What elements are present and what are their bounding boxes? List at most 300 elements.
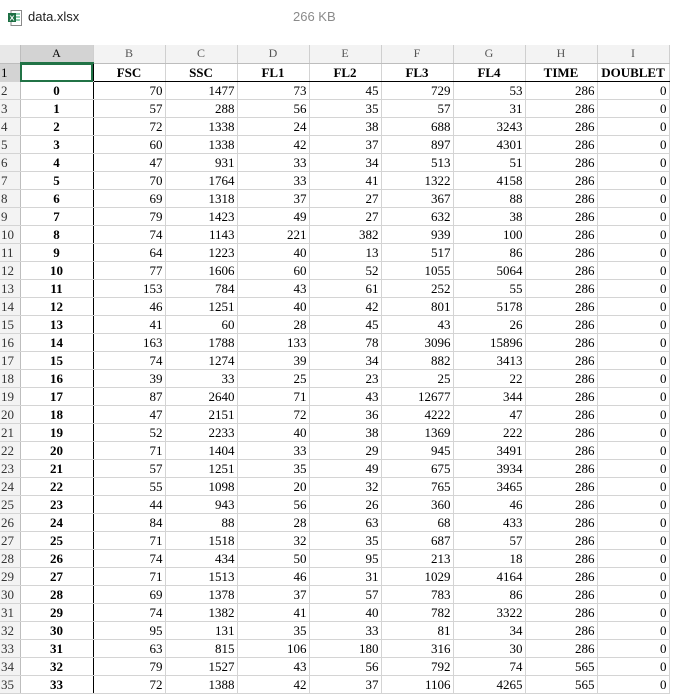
data-cell[interactable]: 0 [597, 658, 669, 676]
data-cell[interactable]: 1404 [165, 442, 237, 460]
data-cell[interactable]: 53 [453, 82, 525, 100]
data-cell[interactable]: 40 [237, 244, 309, 262]
index-cell[interactable]: 20 [20, 442, 93, 460]
data-cell[interactable]: 1322 [381, 172, 453, 190]
data-cell[interactable]: 434 [165, 550, 237, 568]
data-cell[interactable]: 0 [597, 514, 669, 532]
data-cell[interactable]: 0 [597, 622, 669, 640]
data-cell[interactable]: 56 [237, 100, 309, 118]
data-cell[interactable]: 433 [453, 514, 525, 532]
data-cell[interactable]: 286 [525, 118, 597, 136]
data-cell[interactable]: 87 [93, 388, 165, 406]
data-cell[interactable]: 74 [453, 658, 525, 676]
data-cell[interactable]: 40 [309, 604, 381, 622]
data-cell[interactable]: 41 [237, 604, 309, 622]
data-cell[interactable]: 632 [381, 208, 453, 226]
index-cell[interactable]: 10 [20, 262, 93, 280]
row-header[interactable]: 29 [0, 568, 20, 586]
data-cell[interactable]: 1378 [165, 586, 237, 604]
data-cell[interactable]: 3465 [453, 478, 525, 496]
row-header[interactable]: 20 [0, 406, 20, 424]
data-cell[interactable]: 1527 [165, 658, 237, 676]
data-cell[interactable]: 3243 [453, 118, 525, 136]
data-cell[interactable]: 0 [597, 244, 669, 262]
data-cell[interactable]: 35 [237, 622, 309, 640]
header-cell[interactable]: FL1 [237, 63, 309, 82]
data-cell[interactable]: 286 [525, 208, 597, 226]
row-header[interactable]: 24 [0, 478, 20, 496]
data-cell[interactable]: 50 [237, 550, 309, 568]
data-cell[interactable]: 95 [93, 622, 165, 640]
index-cell[interactable]: 23 [20, 496, 93, 514]
data-cell[interactable]: 42 [309, 298, 381, 316]
data-cell[interactable]: 68 [381, 514, 453, 532]
data-cell[interactable]: 25 [381, 370, 453, 388]
header-cell[interactable]: FL4 [453, 63, 525, 82]
index-cell[interactable]: 11 [20, 280, 93, 298]
data-cell[interactable]: 40 [237, 298, 309, 316]
data-cell[interactable]: 51 [453, 154, 525, 172]
index-cell[interactable]: 26 [20, 550, 93, 568]
data-cell[interactable]: 71 [93, 532, 165, 550]
data-cell[interactable]: 100 [453, 226, 525, 244]
data-cell[interactable]: 61 [309, 280, 381, 298]
data-cell[interactable]: 565 [525, 658, 597, 676]
data-cell[interactable]: 27 [309, 190, 381, 208]
data-cell[interactable]: 49 [237, 208, 309, 226]
data-cell[interactable]: 2640 [165, 388, 237, 406]
column-header-b[interactable]: B [93, 45, 165, 63]
data-cell[interactable]: 22 [453, 370, 525, 388]
data-cell[interactable]: 5178 [453, 298, 525, 316]
data-cell[interactable]: 0 [597, 190, 669, 208]
data-cell[interactable]: 163 [93, 334, 165, 352]
data-cell[interactable]: 1143 [165, 226, 237, 244]
data-cell[interactable]: 0 [597, 352, 669, 370]
column-header-a[interactable]: A [20, 45, 93, 63]
index-cell[interactable]: 22 [20, 478, 93, 496]
data-cell[interactable]: 32 [309, 478, 381, 496]
index-cell[interactable]: 9 [20, 244, 93, 262]
data-cell[interactable]: 84 [93, 514, 165, 532]
data-cell[interactable]: 0 [597, 136, 669, 154]
index-cell[interactable]: 1 [20, 100, 93, 118]
data-cell[interactable]: 286 [525, 370, 597, 388]
data-cell[interactable]: 74 [93, 352, 165, 370]
data-cell[interactable]: 1106 [381, 676, 453, 694]
row-header[interactable]: 6 [0, 154, 20, 172]
data-cell[interactable]: 1338 [165, 136, 237, 154]
data-cell[interactable]: 221 [237, 226, 309, 244]
data-cell[interactable]: 73 [237, 82, 309, 100]
data-cell[interactable]: 24 [237, 118, 309, 136]
index-cell[interactable]: 25 [20, 532, 93, 550]
data-cell[interactable]: 1251 [165, 298, 237, 316]
index-cell[interactable]: 12 [20, 298, 93, 316]
row-header[interactable]: 2 [0, 82, 20, 100]
data-cell[interactable]: 34 [309, 154, 381, 172]
row-header[interactable]: 16 [0, 334, 20, 352]
row-header[interactable]: 28 [0, 550, 20, 568]
data-cell[interactable]: 286 [525, 460, 597, 478]
data-cell[interactable]: 286 [525, 388, 597, 406]
row-header[interactable]: 35 [0, 676, 20, 694]
data-cell[interactable]: 36 [309, 406, 381, 424]
row-header[interactable]: 17 [0, 352, 20, 370]
data-cell[interactable]: 4301 [453, 136, 525, 154]
row-header[interactable]: 30 [0, 586, 20, 604]
data-cell[interactable]: 882 [381, 352, 453, 370]
data-cell[interactable]: 4158 [453, 172, 525, 190]
data-cell[interactable]: 2233 [165, 424, 237, 442]
data-cell[interactable]: 0 [597, 496, 669, 514]
data-cell[interactable]: 0 [597, 676, 669, 694]
index-cell[interactable]: 14 [20, 334, 93, 352]
data-cell[interactable]: 34 [309, 352, 381, 370]
data-cell[interactable]: 133 [237, 334, 309, 352]
data-cell[interactable]: 63 [309, 514, 381, 532]
data-cell[interactable]: 0 [597, 586, 669, 604]
data-cell[interactable]: 0 [597, 568, 669, 586]
data-cell[interactable]: 131 [165, 622, 237, 640]
data-cell[interactable]: 28 [237, 316, 309, 334]
spreadsheet-grid[interactable] [0, 45, 670, 694]
data-cell[interactable]: 40 [237, 424, 309, 442]
column-header-d[interactable]: D [237, 45, 309, 63]
data-cell[interactable]: 765 [381, 478, 453, 496]
column-header-e[interactable]: E [309, 45, 381, 63]
data-cell[interactable]: 286 [525, 154, 597, 172]
data-cell[interactable]: 79 [93, 208, 165, 226]
data-cell[interactable]: 0 [597, 442, 669, 460]
data-cell[interactable]: 95 [309, 550, 381, 568]
data-cell[interactable]: 0 [597, 208, 669, 226]
data-cell[interactable]: 81 [381, 622, 453, 640]
data-cell[interactable]: 1788 [165, 334, 237, 352]
data-cell[interactable]: 286 [525, 262, 597, 280]
data-cell[interactable]: 42 [237, 136, 309, 154]
data-cell[interactable]: 286 [525, 424, 597, 442]
data-cell[interactable]: 0 [597, 460, 669, 478]
data-cell[interactable]: 286 [525, 172, 597, 190]
data-cell[interactable]: 32 [237, 532, 309, 550]
data-cell[interactable]: 30 [453, 640, 525, 658]
row-header[interactable]: 1 [0, 63, 20, 82]
data-cell[interactable]: 0 [597, 424, 669, 442]
data-cell[interactable]: 70 [93, 82, 165, 100]
file-name[interactable]: data.xlsx [28, 9, 80, 24]
data-cell[interactable]: 31 [453, 100, 525, 118]
data-cell[interactable]: 46 [453, 496, 525, 514]
data-cell[interactable]: 1606 [165, 262, 237, 280]
data-cell[interactable]: 0 [597, 406, 669, 424]
data-cell[interactable]: 47 [453, 406, 525, 424]
data-cell[interactable]: 56 [309, 658, 381, 676]
index-cell[interactable]: 2 [20, 118, 93, 136]
data-cell[interactable]: 71 [93, 442, 165, 460]
index-cell[interactable]: 6 [20, 190, 93, 208]
data-cell[interactable]: 0 [597, 370, 669, 388]
data-cell[interactable]: 316 [381, 640, 453, 658]
row-header[interactable]: 9 [0, 208, 20, 226]
data-cell[interactable]: 0 [597, 604, 669, 622]
data-cell[interactable]: 286 [525, 100, 597, 118]
row-header[interactable]: 23 [0, 460, 20, 478]
row-header[interactable]: 11 [0, 244, 20, 262]
data-cell[interactable]: 5064 [453, 262, 525, 280]
index-cell[interactable]: 8 [20, 226, 93, 244]
row-header[interactable]: 3 [0, 100, 20, 118]
row-header[interactable]: 18 [0, 370, 20, 388]
data-cell[interactable]: 687 [381, 532, 453, 550]
data-cell[interactable]: 286 [525, 568, 597, 586]
column-header-h[interactable]: H [525, 45, 597, 63]
data-cell[interactable]: 33 [237, 172, 309, 190]
data-cell[interactable]: 153 [93, 280, 165, 298]
data-cell[interactable]: 18 [453, 550, 525, 568]
data-cell[interactable]: 29 [309, 442, 381, 460]
header-cell[interactable]: DOUBLET [597, 63, 669, 82]
index-cell[interactable]: 5 [20, 172, 93, 190]
data-cell[interactable]: 0 [597, 388, 669, 406]
data-cell[interactable]: 286 [525, 298, 597, 316]
row-header[interactable]: 34 [0, 658, 20, 676]
index-cell[interactable]: 18 [20, 406, 93, 424]
data-cell[interactable]: 13 [309, 244, 381, 262]
data-cell[interactable]: 286 [525, 190, 597, 208]
data-cell[interactable]: 42 [237, 676, 309, 694]
data-cell[interactable]: 33 [237, 154, 309, 172]
index-cell[interactable]: 13 [20, 316, 93, 334]
data-cell[interactable]: 37 [309, 676, 381, 694]
data-cell[interactable]: 0 [597, 280, 669, 298]
data-cell[interactable]: 1423 [165, 208, 237, 226]
data-cell[interactable]: 74 [93, 550, 165, 568]
data-cell[interactable]: 815 [165, 640, 237, 658]
index-cell[interactable]: 16 [20, 370, 93, 388]
data-cell[interactable]: 60 [93, 136, 165, 154]
index-cell[interactable]: 29 [20, 604, 93, 622]
data-cell[interactable]: 69 [93, 190, 165, 208]
data-cell[interactable]: 23 [309, 370, 381, 388]
index-cell[interactable]: 0 [20, 82, 93, 100]
select-all-corner[interactable] [0, 45, 20, 63]
data-cell[interactable]: 52 [93, 424, 165, 442]
data-cell[interactable]: 70 [93, 172, 165, 190]
data-cell[interactable]: 286 [525, 244, 597, 262]
index-cell[interactable]: 27 [20, 568, 93, 586]
data-cell[interactable]: 286 [525, 226, 597, 244]
data-cell[interactable]: 37 [309, 136, 381, 154]
row-header[interactable]: 15 [0, 316, 20, 334]
data-cell[interactable]: 37 [237, 190, 309, 208]
data-cell[interactable]: 286 [525, 442, 597, 460]
data-cell[interactable]: 20 [237, 478, 309, 496]
column-header-f[interactable]: F [381, 45, 453, 63]
data-cell[interactable]: 0 [597, 298, 669, 316]
data-cell[interactable]: 286 [525, 532, 597, 550]
data-cell[interactable]: 3934 [453, 460, 525, 478]
data-cell[interactable]: 782 [381, 604, 453, 622]
data-cell[interactable]: 4164 [453, 568, 525, 586]
data-cell[interactable]: 38 [453, 208, 525, 226]
index-cell[interactable]: 3 [20, 136, 93, 154]
data-cell[interactable]: 4265 [453, 676, 525, 694]
data-cell[interactable]: 37 [237, 586, 309, 604]
data-cell[interactable]: 69 [93, 586, 165, 604]
data-cell[interactable]: 729 [381, 82, 453, 100]
data-cell[interactable]: 3413 [453, 352, 525, 370]
data-cell[interactable]: 72 [237, 406, 309, 424]
data-cell[interactable]: 382 [309, 226, 381, 244]
data-cell[interactable]: 49 [309, 460, 381, 478]
data-cell[interactable]: 52 [309, 262, 381, 280]
data-cell[interactable]: 286 [525, 640, 597, 658]
data-cell[interactable]: 783 [381, 586, 453, 604]
data-cell[interactable]: 1055 [381, 262, 453, 280]
data-cell[interactable]: 39 [237, 352, 309, 370]
index-cell[interactable]: 33 [20, 676, 93, 694]
data-cell[interactable]: 41 [309, 172, 381, 190]
data-cell[interactable]: 252 [381, 280, 453, 298]
data-cell[interactable]: 0 [597, 550, 669, 568]
data-cell[interactable]: 1274 [165, 352, 237, 370]
data-cell[interactable]: 43 [309, 388, 381, 406]
row-header[interactable]: 8 [0, 190, 20, 208]
data-cell[interactable]: 344 [453, 388, 525, 406]
index-cell[interactable]: 28 [20, 586, 93, 604]
data-cell[interactable]: 4222 [381, 406, 453, 424]
data-cell[interactable]: 1338 [165, 118, 237, 136]
data-cell[interactable]: 106 [237, 640, 309, 658]
data-cell[interactable]: 1318 [165, 190, 237, 208]
data-cell[interactable]: 86 [453, 244, 525, 262]
data-cell[interactable]: 1251 [165, 460, 237, 478]
data-cell[interactable]: 57 [93, 100, 165, 118]
index-cell[interactable]: 32 [20, 658, 93, 676]
data-cell[interactable]: 0 [597, 478, 669, 496]
row-header[interactable]: 4 [0, 118, 20, 136]
row-header[interactable]: 33 [0, 640, 20, 658]
data-cell[interactable]: 931 [165, 154, 237, 172]
row-header[interactable]: 14 [0, 298, 20, 316]
row-header[interactable]: 22 [0, 442, 20, 460]
data-cell[interactable]: 513 [381, 154, 453, 172]
data-cell[interactable]: 286 [525, 622, 597, 640]
data-cell[interactable]: 1477 [165, 82, 237, 100]
data-cell[interactable]: 1382 [165, 604, 237, 622]
header-cell[interactable]: FL2 [309, 63, 381, 82]
data-cell[interactable]: 0 [597, 532, 669, 550]
data-cell[interactable]: 15896 [453, 334, 525, 352]
row-header[interactable]: 5 [0, 136, 20, 154]
data-cell[interactable]: 360 [381, 496, 453, 514]
data-cell[interactable]: 675 [381, 460, 453, 478]
data-cell[interactable]: 55 [453, 280, 525, 298]
data-cell[interactable]: 57 [453, 532, 525, 550]
data-cell[interactable]: 897 [381, 136, 453, 154]
data-cell[interactable]: 38 [309, 118, 381, 136]
data-cell[interactable]: 33 [309, 622, 381, 640]
data-cell[interactable]: 1764 [165, 172, 237, 190]
data-cell[interactable]: 0 [597, 154, 669, 172]
data-cell[interactable]: 180 [309, 640, 381, 658]
data-cell[interactable]: 55 [93, 478, 165, 496]
data-cell[interactable]: 286 [525, 478, 597, 496]
data-cell[interactable]: 286 [525, 136, 597, 154]
data-cell[interactable]: 57 [93, 460, 165, 478]
data-cell[interactable]: 77 [93, 262, 165, 280]
data-cell[interactable]: 43 [237, 280, 309, 298]
data-cell[interactable]: 286 [525, 406, 597, 424]
header-cell[interactable]: TIME [525, 63, 597, 82]
data-cell[interactable]: 286 [525, 352, 597, 370]
row-header[interactable]: 10 [0, 226, 20, 244]
data-cell[interactable]: 784 [165, 280, 237, 298]
data-cell[interactable]: 33 [237, 442, 309, 460]
data-cell[interactable]: 57 [381, 100, 453, 118]
data-cell[interactable]: 60 [165, 316, 237, 334]
data-cell[interactable]: 0 [597, 100, 669, 118]
data-cell[interactable]: 35 [309, 532, 381, 550]
data-cell[interactable]: 3096 [381, 334, 453, 352]
row-header[interactable]: 26 [0, 514, 20, 532]
row-header[interactable]: 7 [0, 172, 20, 190]
data-cell[interactable]: 213 [381, 550, 453, 568]
data-cell[interactable]: 41 [93, 316, 165, 334]
data-cell[interactable]: 35 [237, 460, 309, 478]
header-cell[interactable]: SSC [165, 63, 237, 82]
data-cell[interactable]: 801 [381, 298, 453, 316]
row-header[interactable]: 31 [0, 604, 20, 622]
data-cell[interactable]: 1223 [165, 244, 237, 262]
data-cell[interactable]: 286 [525, 550, 597, 568]
data-cell[interactable]: 47 [93, 154, 165, 172]
data-cell[interactable]: 0 [597, 82, 669, 100]
data-cell[interactable]: 26 [453, 316, 525, 334]
data-cell[interactable]: 27 [309, 208, 381, 226]
data-cell[interactable]: 0 [597, 640, 669, 658]
data-cell[interactable]: 60 [237, 262, 309, 280]
data-cell[interactable]: 64 [93, 244, 165, 262]
index-cell[interactable]: 15 [20, 352, 93, 370]
data-cell[interactable]: 86 [453, 586, 525, 604]
data-cell[interactable]: 31 [309, 568, 381, 586]
data-cell[interactable]: 43 [381, 316, 453, 334]
data-cell[interactable]: 38 [309, 424, 381, 442]
index-cell[interactable]: 4 [20, 154, 93, 172]
data-cell[interactable]: 0 [597, 262, 669, 280]
data-cell[interactable]: 72 [93, 118, 165, 136]
data-cell[interactable]: 45 [309, 82, 381, 100]
data-cell[interactable]: 0 [597, 172, 669, 190]
data-cell[interactable]: 2151 [165, 406, 237, 424]
header-cell[interactable]: FSC [93, 63, 165, 82]
data-cell[interactable]: 286 [525, 316, 597, 334]
data-cell[interactable]: 74 [93, 226, 165, 244]
data-cell[interactable]: 35 [309, 100, 381, 118]
data-cell[interactable]: 47 [93, 406, 165, 424]
data-cell[interactable]: 3491 [453, 442, 525, 460]
header-cell[interactable]: FL3 [381, 63, 453, 82]
data-cell[interactable]: 79 [93, 658, 165, 676]
data-cell[interactable]: 288 [165, 100, 237, 118]
data-cell[interactable]: 43 [237, 658, 309, 676]
data-cell[interactable]: 34 [453, 622, 525, 640]
index-cell[interactable]: 17 [20, 388, 93, 406]
data-cell[interactable]: 1388 [165, 676, 237, 694]
data-cell[interactable]: 33 [165, 370, 237, 388]
